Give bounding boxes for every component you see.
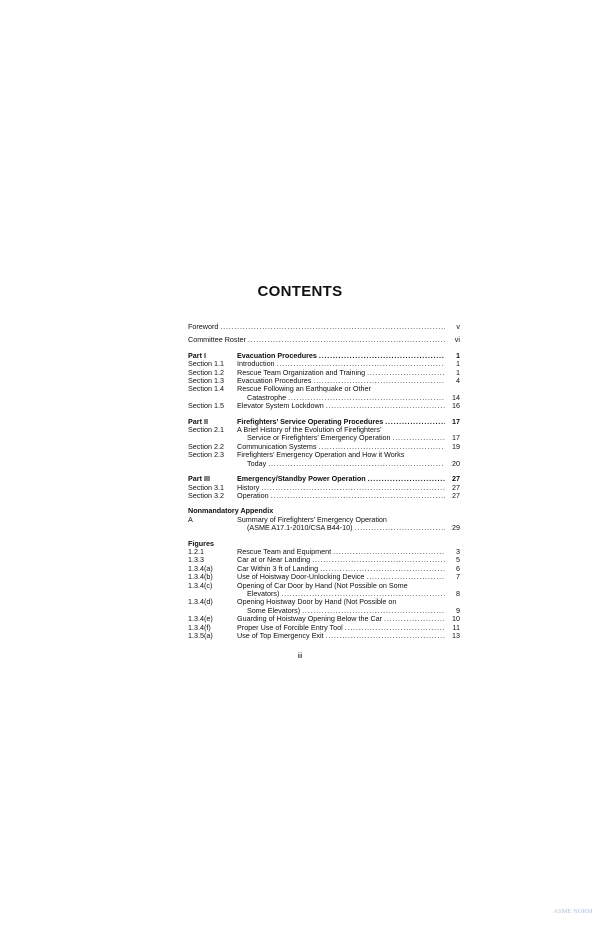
toc-entry-figure-1-2-1[interactable]: 1.2.1 Rescue Team and Equipment . . . 3	[188, 548, 460, 556]
toc-entry-appendix-a-line2[interactable]: (ASME A17.1-2010/CSA B44-10) . . . 29	[188, 524, 460, 532]
part-2-section	[188, 418, 460, 468]
toc-entry-figure-1-3-3[interactable]: 1.3.3 Car at or Near Landing . . . 5	[188, 556, 460, 564]
part-3-section	[188, 475, 460, 500]
toc-entry-section-1-1[interactable]: Section 1.1 Introduction . . . 1	[188, 360, 460, 368]
table-of-contents	[188, 323, 460, 647]
toc-entry-figure-1-3-4b[interactable]: 1.3.4(b) Use of Hoistway Door-Unlocking Device . . . 7	[188, 573, 460, 581]
toc-entry-figure-1-3-4c-line1[interactable]: 1.3.4(c) Opening of Car Door by Hand (Not Possible on Some	[188, 580, 408, 590]
figures-section	[188, 540, 460, 641]
watermark-logo	[550, 908, 596, 915]
front-matter	[188, 323, 460, 345]
watermark-logo-text: ASME NORM	[553, 908, 593, 915]
toc-entry-part-1[interactable]: Part I Evacuation Procedures . . . 1	[188, 352, 460, 360]
toc-entry-appendix-a-line1[interactable]: A Summary of Firefighters’ Emergency Operation	[188, 514, 387, 524]
toc-entry-figure-1-3-4e[interactable]: 1.3.4(e) Guarding of Hoistway Opening Below the Car . . . 10	[188, 615, 460, 623]
part-1-section	[188, 352, 460, 411]
toc-entry-figure-1-3-4a[interactable]: 1.3.4(a) Car Within 3 ft of Landing . . . 6	[188, 565, 460, 573]
toc-entry-section-2-3-line2[interactable]: Today . . . 20	[188, 460, 460, 468]
figures-heading: Figures	[188, 539, 214, 548]
toc-entry-section-2-1-line2[interactable]: Service or Firefighters’ Emergency Operation . . . 17	[188, 434, 460, 442]
page-number: iii	[297, 651, 303, 660]
appendix-section	[188, 507, 460, 532]
toc-entry-figure-1-3-5a[interactable]: 1.3.5(a) Use of Top Emergency Exit . . . 13	[188, 632, 460, 640]
toc-entry-section-3-1[interactable]: Section 3.1 History . . . 27	[188, 484, 460, 492]
toc-entry-section-1-2[interactable]: Section 1.2 Rescue Team Organization and Training . . . 1	[188, 369, 460, 377]
toc-entry-section-3-2[interactable]: Section 3.2 Operation . . . 27	[188, 492, 460, 500]
toc-entry-part-3[interactable]: Part III Emergency/Standby Power Operation . . . 27	[188, 475, 460, 483]
toc-entry-section-1-3[interactable]: Section 1.3 Evacuation Procedures . . . 4	[188, 377, 460, 385]
toc-entry-section-1-5[interactable]: Section 1.5 Elevator System Lockdown . . . 16	[188, 402, 460, 410]
toc-entry-committee-roster[interactable]: Committee Roster . . . vi	[188, 336, 460, 344]
toc-entry-section-2-2[interactable]: Section 2.2 Communication Systems . . . 19	[188, 443, 460, 451]
toc-entry-part-2[interactable]: Part II Firefighters’ Service Operating Procedures . . . 17	[188, 418, 460, 426]
toc-entry-figure-1-3-4f[interactable]: 1.3.4(f) Proper Use of Forcible Entry Tool . . . 11	[188, 624, 460, 632]
toc-entry-foreword[interactable]: Foreword . . . v	[188, 323, 460, 331]
toc-entry-figure-1-3-4c-line2[interactable]: Elevators) . . . 8	[188, 590, 460, 598]
toc-entry-figure-1-3-4d-line1[interactable]: 1.3.4(d) Opening Hoistway Door by Hand (Not Possible on	[188, 597, 397, 607]
toc-entry-section-2-3-line1[interactable]: Section 2.3 Firefighters’ Emergency Operation and How it Works	[188, 450, 405, 460]
toc-entry-section-1-4-line1[interactable]: Section 1.4 Rescue Following an Earthquake or Other	[188, 384, 371, 394]
toc-entry-figure-1-3-4d-line2[interactable]: Some Elevators) . . . 9	[188, 607, 460, 615]
toc-entry-section-2-1-line1[interactable]: Section 2.1 A Brief History of the Evolution of Firefighters’	[188, 425, 382, 435]
toc-entry-section-1-4-line2[interactable]: Catastrophe . . . 14	[188, 394, 460, 402]
page-title: CONTENTS	[257, 283, 343, 300]
appendix-heading: Nonmandatory Appendix	[188, 507, 274, 516]
